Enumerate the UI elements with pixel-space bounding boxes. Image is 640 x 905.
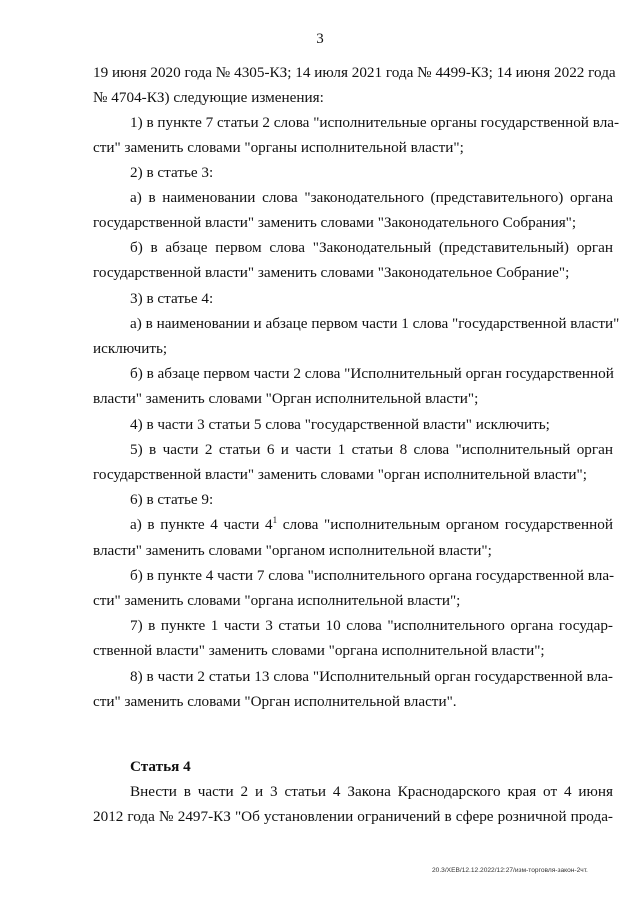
text-line: сти" заменить словами "органы исполнительной власти"; bbox=[93, 139, 464, 156]
text-line: 2012 года № 2497-КЗ "Об установлении ограничений в сфере розничной прода- bbox=[93, 808, 613, 825]
text-line: сти" заменить словами "Орган исполнительной власти". bbox=[93, 693, 457, 710]
text-line: б) в абзаце первом слова "Законодательный (представительный) орган bbox=[130, 239, 613, 256]
text-fragment: а) в пункте 4 части 4 bbox=[130, 516, 273, 533]
text-line: а) в наименовании слова "законодательного (представительного) органа bbox=[130, 189, 613, 206]
text-line: 1) в пункте 7 статьи 2 слова "исполнительные органы государственной вла- bbox=[130, 114, 620, 131]
text-fragment: слова "исполнительным органом государственной bbox=[277, 516, 613, 533]
text-line: 3) в статье 4: bbox=[130, 290, 214, 307]
text-line bbox=[130, 515, 613, 535]
text-line: государственной власти" заменить словами "орган исполнительной власти"; bbox=[93, 466, 587, 483]
text-line: 19 июня 2020 года № 4305-КЗ; 14 июля 2021 года № 4499-КЗ; 14 июня 2022 года bbox=[93, 64, 616, 81]
text-line: 2) в статье 3: bbox=[130, 164, 214, 181]
page-number: 3 bbox=[316, 31, 324, 47]
text-line: 7) в пункте 1 части 3 статьи 10 слова "исполнительного органа государ- bbox=[130, 617, 613, 634]
text-line: б) в абзаце первом части 2 слова "Исполнительный орган государственной bbox=[130, 365, 614, 382]
text-line: сти" заменить словами "органа исполнительной власти"; bbox=[93, 592, 461, 609]
text-line: № 4704-КЗ) следующие изменения: bbox=[93, 89, 324, 106]
text-line: 5) в части 2 статьи 6 и части 1 статьи 8 слова "исполнительный орган bbox=[130, 441, 613, 458]
superscript: 1 bbox=[272, 515, 278, 525]
text-line: ственной власти" заменить словами "органа исполнительной власти"; bbox=[93, 642, 545, 659]
text-line: а) в наименовании и абзаце первом части 1 слова "государственной власти" bbox=[130, 315, 620, 332]
text-line: государственной власти" заменить словами "Законодательное Собрание"; bbox=[93, 264, 570, 281]
text-line: исключить; bbox=[93, 340, 168, 357]
text-line: государственной власти" заменить словами "Законодательного Собрания"; bbox=[93, 214, 577, 231]
text-line: 4) в части 3 статьи 5 слова "государственной власти" исключить; bbox=[130, 416, 550, 433]
text-line: б) в пункте 4 части 7 слова "исполнительного органа государственной вла- bbox=[130, 567, 615, 584]
text-line: 6) в статье 9: bbox=[130, 491, 214, 508]
text-line: власти" заменить словами "органом исполнительной власти"; bbox=[93, 542, 492, 559]
article-heading: Статья 4 bbox=[130, 758, 191, 775]
document-footer: 20.3/ХЕВ/12.12.2022/12:27/изм-торговля-закон-2чт. bbox=[432, 867, 588, 874]
text-line: власти" заменить словами "Орган исполнительной власти"; bbox=[93, 390, 479, 407]
text-line: 8) в части 2 статьи 13 слова "Исполнительный орган государственной вла- bbox=[130, 668, 613, 685]
text-line: Внести в части 2 и 3 статьи 4 Закона Краснодарского края от 4 июня bbox=[130, 783, 613, 800]
